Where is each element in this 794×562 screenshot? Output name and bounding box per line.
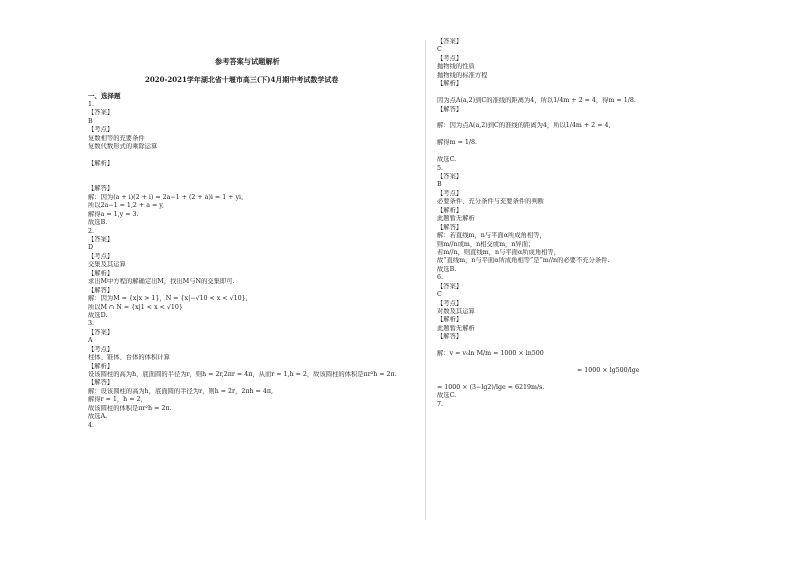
text-line: B xyxy=(437,181,442,189)
text-line: C xyxy=(437,46,442,54)
text-line: 故选C. xyxy=(437,156,457,164)
page-title: 参考答案与试题解析 xyxy=(215,57,280,66)
text-line: 【解析】 xyxy=(88,160,114,168)
text-line: 故选B. xyxy=(88,219,108,227)
text-line: 【答案】 xyxy=(437,173,463,180)
left-column xyxy=(88,101,418,430)
text-line: D xyxy=(88,244,94,252)
text-line: 5. xyxy=(437,164,444,172)
text-line: 复数相等的充要条件 xyxy=(88,134,145,142)
text-line: 解得m = 1/8. xyxy=(437,139,477,147)
text-line: 【答案】 xyxy=(88,236,114,243)
text-line: 设该圆柱的高为h，底面圆的半径为r，则h = 2r,2πr = 4π，从而r = 1,h = 2，故该圆柱的体积是πr²h = 2π. xyxy=(88,371,397,378)
text-line: 所以M ∩ N = {x|1 < x < √10} xyxy=(88,303,183,311)
text-line: 2. xyxy=(88,227,95,235)
text-line: 【解答】 xyxy=(437,105,463,113)
text-line: A xyxy=(88,337,93,345)
text-line: 解得a = 1,y = 3. xyxy=(88,210,139,218)
text-line: 【考点】 xyxy=(437,299,463,307)
text-line: 4. xyxy=(88,421,95,429)
text-line: 对数及其运算 xyxy=(437,308,475,315)
text-line: 【答案】 xyxy=(88,109,114,117)
text-line: 【答案】 xyxy=(437,38,463,45)
text-line: 故“直线m，n与平面α所成角相等”是“m//n的必要不充分条件. xyxy=(437,257,610,265)
text-line: 故选D. xyxy=(88,311,108,319)
text-line: 【考点】 xyxy=(88,126,114,134)
text-line: 【解答】 xyxy=(88,379,114,387)
text-line: 1. xyxy=(88,101,95,108)
text-line: 解：若直线m，n与平面α所成角相等， xyxy=(437,232,546,240)
text-line: 故选C. xyxy=(437,392,457,400)
text-line: 解：v = v₀ln M/m = 1000 × ln500 xyxy=(437,350,544,358)
text-line: 【考点】 xyxy=(88,345,114,353)
text-line: 此题暂无解析 xyxy=(437,215,475,223)
text-line: 6. xyxy=(437,274,444,282)
text-line: 复数代数形式的乘除运算 xyxy=(88,143,158,151)
text-line xyxy=(437,342,767,350)
text-line: 抛物线的标准方程 xyxy=(437,71,488,79)
text-line: C xyxy=(437,291,442,299)
column-divider xyxy=(425,40,426,520)
text-line: 抛物线的性质 xyxy=(437,63,475,71)
text-line: 解：设该圆柱的高为h，底面圆的半径为r，则h = 2r，2πh = 4π, xyxy=(88,387,273,395)
text-line xyxy=(437,89,767,97)
text-line xyxy=(437,376,767,384)
text-line: 求出M中方程的解确定出M，找出M与N的交集即可. xyxy=(88,278,235,286)
text-line: 解：因为(a + i)(2 + i) = 2a−1 + (2 + a)i = 1 + yi, xyxy=(88,193,244,201)
text-line: 若m//n，则直线m，n与平面α所成角相等， xyxy=(437,248,561,256)
text-line: 解：因为M = {x|x > 1}，N = {x|−√10 < x < √10}, xyxy=(88,295,248,303)
text-line: 因为点A(a,2)到C的准线的距离为4，所以1/4m + 2 = 4，得m = 1/8. xyxy=(437,97,636,105)
text-line: 【解析】 xyxy=(88,269,114,277)
exam-subtitle: 2020-2021学年湖北省十堰市高三(下)4月期中考试数学试卷 xyxy=(145,75,339,84)
text-line xyxy=(437,114,767,122)
text-line: 所以2a−1 = 1,2 + a = y, xyxy=(88,202,164,210)
text-line: 故选A. xyxy=(88,413,108,421)
text-line: 故该圆柱的体积是πr²h = 2π. xyxy=(88,404,172,412)
text-line: 【解析】 xyxy=(88,362,114,370)
text-line: 此题暂无解析 xyxy=(437,324,475,332)
text-line: = 1000 × (3−lg2)/lge ≈ 6219m/s. xyxy=(437,383,545,391)
text-line: 必要条件、充分条件与充要条件的判断 xyxy=(437,198,545,206)
text-line: 【考点】 xyxy=(437,54,463,62)
text-line xyxy=(437,359,767,367)
text-line: 【解析】 xyxy=(437,206,463,214)
text-line xyxy=(88,169,418,177)
text-line: 【答案】 xyxy=(437,282,463,290)
text-line: 【解答】 xyxy=(88,286,114,294)
section-heading: 一、选择题 xyxy=(88,92,121,100)
text-line: 3. xyxy=(88,320,95,328)
text-line: 【考点】 xyxy=(437,189,463,197)
text-line: 7. xyxy=(437,400,444,408)
text-line: 【解析】 xyxy=(437,316,463,324)
text-line: 【解答】 xyxy=(437,333,463,341)
text-line xyxy=(437,131,767,139)
text-line: 【解析】 xyxy=(437,80,463,88)
text-line: 故选B. xyxy=(437,265,457,273)
text-line: 【解答】 xyxy=(437,223,463,231)
text-line xyxy=(437,148,767,156)
text-line: 则m//n或m，n相交或m，n异面； xyxy=(437,240,535,248)
text-line: 交集及其运算 xyxy=(88,261,126,269)
text-line: B xyxy=(88,117,93,125)
text-line: 【答案】 xyxy=(88,328,114,336)
text-line: 柱体、锥体、台体的体积计算 xyxy=(88,354,170,362)
text-line: 解得r = 1，h = 2， xyxy=(88,396,147,404)
text-line xyxy=(88,152,418,160)
text-line: 【解答】 xyxy=(88,185,114,193)
text-line xyxy=(88,177,418,185)
right-column xyxy=(437,38,767,409)
text-line: = 1000 × lg500/lge xyxy=(577,367,640,375)
text-line: 解：因为点A(a,2)到C的准线的距离为4，所以1/4m + 2 = 4, xyxy=(437,122,611,130)
text-line: 【考点】 xyxy=(88,252,114,260)
